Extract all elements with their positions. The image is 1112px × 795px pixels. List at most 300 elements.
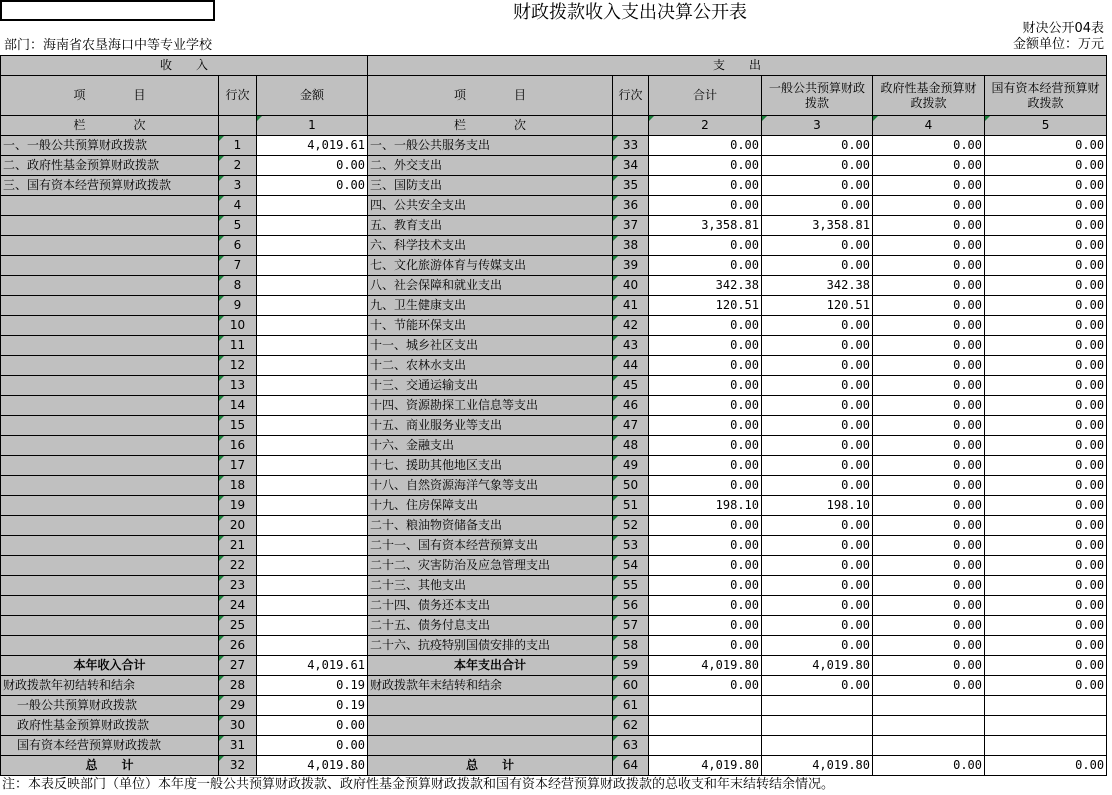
income-item-cell[interactable]: 财政拨款年初结转和结余 bbox=[1, 676, 219, 696]
total-cell[interactable]: 0.00 bbox=[649, 636, 762, 656]
gov-fund-cell[interactable]: 0.00 bbox=[873, 596, 985, 616]
expense-rowno-cell[interactable]: 60 bbox=[613, 676, 649, 696]
expense-item-cell[interactable]: 总 计 bbox=[368, 756, 613, 776]
expense-rowno-cell[interactable]: 46 bbox=[613, 396, 649, 416]
gov-fund-cell[interactable]: 0.00 bbox=[873, 436, 985, 456]
income-amount-cell[interactable] bbox=[257, 596, 368, 616]
gov-fund-cell[interactable]: 0.00 bbox=[873, 536, 985, 556]
income-item-cell[interactable]: 三、国有资本经营预算财政拨款 bbox=[1, 176, 219, 196]
income-amount-cell[interactable] bbox=[257, 276, 368, 296]
general-cell[interactable]: 0.00 bbox=[762, 336, 873, 356]
general-cell[interactable]: 0.00 bbox=[762, 596, 873, 616]
income-amount-cell[interactable] bbox=[257, 556, 368, 576]
income-amount-cell[interactable]: 4,019.61 bbox=[257, 136, 368, 156]
gov-fund-cell[interactable]: 0.00 bbox=[873, 556, 985, 576]
income-amount-cell[interactable] bbox=[257, 396, 368, 416]
expense-rowno-cell[interactable]: 61 bbox=[613, 696, 649, 716]
income-item-cell[interactable] bbox=[1, 456, 219, 476]
income-rowno-cell[interactable]: 31 bbox=[219, 736, 257, 756]
expense-item-cell[interactable]: 六、科学技术支出 bbox=[368, 236, 613, 256]
gov-fund-cell[interactable]: 0.00 bbox=[873, 476, 985, 496]
general-cell[interactable]: 120.51 bbox=[762, 296, 873, 316]
soe-cell[interactable]: 0.00 bbox=[985, 436, 1107, 456]
total-cell[interactable]: 0.00 bbox=[649, 256, 762, 276]
general-cell[interactable]: 0.00 bbox=[762, 556, 873, 576]
gov-fund-cell[interactable]: 0.00 bbox=[873, 176, 985, 196]
expense-rowno-cell[interactable]: 39 bbox=[613, 256, 649, 276]
income-item-cell[interactable] bbox=[1, 496, 219, 516]
soe-cell[interactable] bbox=[985, 696, 1107, 716]
income-item-cell[interactable] bbox=[1, 556, 219, 576]
soe-cell[interactable]: 0.00 bbox=[985, 156, 1107, 176]
expense-rowno-cell[interactable]: 56 bbox=[613, 596, 649, 616]
income-amount-cell[interactable] bbox=[257, 216, 368, 236]
income-amount-cell[interactable] bbox=[257, 316, 368, 336]
expense-rowno-cell[interactable]: 38 bbox=[613, 236, 649, 256]
soe-cell[interactable] bbox=[985, 716, 1107, 736]
general-cell[interactable]: 0.00 bbox=[762, 196, 873, 216]
income-rowno-cell[interactable]: 22 bbox=[219, 556, 257, 576]
income-rowno-cell[interactable]: 27 bbox=[219, 656, 257, 676]
gov-fund-cell[interactable]: 0.00 bbox=[873, 396, 985, 416]
expense-rowno-header: 行次 bbox=[613, 76, 649, 116]
general-cell[interactable]: 0.00 bbox=[762, 676, 873, 696]
income-rowno-cell[interactable]: 32 bbox=[219, 756, 257, 776]
income-amount-cell[interactable]: 0.19 bbox=[257, 696, 368, 716]
income-item-cell[interactable]: 一般公共预算财政拨款 bbox=[1, 696, 219, 716]
income-rowno-cell[interactable]: 25 bbox=[219, 616, 257, 636]
income-amount-cell[interactable]: 0.00 bbox=[257, 156, 368, 176]
expense-item-cell[interactable]: 七、文化旅游体育与传媒支出 bbox=[368, 256, 613, 276]
income-rowno-cell[interactable]: 7 bbox=[219, 256, 257, 276]
soe-cell[interactable]: 0.00 bbox=[985, 676, 1107, 696]
general-cell[interactable]: 4,019.80 bbox=[762, 656, 873, 676]
income-rowno-cell[interactable]: 15 bbox=[219, 416, 257, 436]
total-cell[interactable]: 0.00 bbox=[649, 416, 762, 436]
income-rowno-cell[interactable]: 18 bbox=[219, 476, 257, 496]
expense-rowno-cell[interactable]: 55 bbox=[613, 576, 649, 596]
total-cell[interactable]: 0.00 bbox=[649, 136, 762, 156]
total-cell[interactable]: 0.00 bbox=[649, 376, 762, 396]
expense-rowno-cell[interactable]: 34 bbox=[613, 156, 649, 176]
expense-rowno-cell[interactable]: 36 bbox=[613, 196, 649, 216]
income-item-cell[interactable] bbox=[1, 536, 219, 556]
income-rowno-cell[interactable]: 5 bbox=[219, 216, 257, 236]
name-box[interactable] bbox=[0, 0, 215, 21]
expense-item-cell[interactable]: 一、一般公共服务支出 bbox=[368, 136, 613, 156]
general-cell[interactable]: 198.10 bbox=[762, 496, 873, 516]
table-row bbox=[1, 496, 1107, 516]
expense-item-cell[interactable]: 十七、援助其他地区支出 bbox=[368, 456, 613, 476]
expense-rowno-cell[interactable]: 62 bbox=[613, 716, 649, 736]
income-amount-cell[interactable]: 0.00 bbox=[257, 176, 368, 196]
income-amount-cell[interactable]: 4,019.80 bbox=[257, 756, 368, 776]
soe-cell[interactable]: 0.00 bbox=[985, 236, 1107, 256]
total-cell[interactable]: 0.00 bbox=[649, 436, 762, 456]
expense-item-cell[interactable]: 二、外交支出 bbox=[368, 156, 613, 176]
table-row bbox=[1, 576, 1107, 596]
soe-cell[interactable]: 0.00 bbox=[985, 356, 1107, 376]
total-cell[interactable] bbox=[649, 716, 762, 736]
income-rowno-cell[interactable]: 12 bbox=[219, 356, 257, 376]
table-row bbox=[1, 556, 1107, 576]
income-item-cell[interactable] bbox=[1, 296, 219, 316]
gov-fund-cell[interactable]: 0.00 bbox=[873, 136, 985, 156]
soe-cell[interactable]: 0.00 bbox=[985, 196, 1107, 216]
expense-rowno-cell[interactable]: 41 bbox=[613, 296, 649, 316]
expense-rowno-cell[interactable]: 58 bbox=[613, 636, 649, 656]
income-amount-cell[interactable] bbox=[257, 336, 368, 356]
general-cell[interactable]: 4,019.80 bbox=[762, 756, 873, 776]
income-rowno-header: 行次 bbox=[219, 76, 257, 116]
general-cell[interactable]: 0.00 bbox=[762, 476, 873, 496]
expense-item-cell[interactable]: 十三、交通运输支出 bbox=[368, 376, 613, 396]
expense-item-cell[interactable]: 八、社会保障和就业支出 bbox=[368, 276, 613, 296]
income-item-cell[interactable]: 一、一般公共预算财政拨款 bbox=[1, 136, 219, 156]
income-rowno-cell[interactable]: 8 bbox=[219, 276, 257, 296]
expense-rowno-cell[interactable]: 49 bbox=[613, 456, 649, 476]
income-item-cell[interactable] bbox=[1, 316, 219, 336]
income-item-cell[interactable] bbox=[1, 476, 219, 496]
general-cell[interactable]: 0.00 bbox=[762, 436, 873, 456]
expense-rowno-cell[interactable]: 57 bbox=[613, 616, 649, 636]
general-cell[interactable]: 342.38 bbox=[762, 276, 873, 296]
soe-cell[interactable]: 0.00 bbox=[985, 416, 1107, 436]
income-item-cell[interactable]: 政府性基金预算财政拨款 bbox=[1, 716, 219, 736]
income-item-cell[interactable]: 总 计 bbox=[1, 756, 219, 776]
expense-rowno-cell[interactable]: 45 bbox=[613, 376, 649, 396]
total-cell[interactable]: 3,358.81 bbox=[649, 216, 762, 236]
gov-fund-cell[interactable]: 0.00 bbox=[873, 656, 985, 676]
income-item-cell[interactable] bbox=[1, 436, 219, 456]
soe-cell[interactable]: 0.00 bbox=[985, 756, 1107, 776]
expense-item-cell[interactable]: 十九、住房保障支出 bbox=[368, 496, 613, 516]
income-item-cell[interactable]: 国有资本经营预算财政拨款 bbox=[1, 736, 219, 756]
expense-rowno-cell[interactable]: 47 bbox=[613, 416, 649, 436]
general-cell[interactable]: 0.00 bbox=[762, 156, 873, 176]
soe-cell[interactable] bbox=[985, 736, 1107, 756]
income-amount-cell[interactable]: 0.00 bbox=[257, 736, 368, 756]
total-cell[interactable] bbox=[649, 696, 762, 716]
total-cell[interactable]: 0.00 bbox=[649, 476, 762, 496]
expense-rowno-cell[interactable]: 48 bbox=[613, 436, 649, 456]
general-cell[interactable]: 0.00 bbox=[762, 576, 873, 596]
total-cell[interactable]: 0.00 bbox=[649, 176, 762, 196]
general-cell[interactable]: 0.00 bbox=[762, 536, 873, 556]
soe-cell[interactable]: 0.00 bbox=[985, 556, 1107, 576]
gov-fund-cell[interactable]: 0.00 bbox=[873, 636, 985, 656]
income-item-cell[interactable] bbox=[1, 596, 219, 616]
income-rowno-cell[interactable]: 14 bbox=[219, 396, 257, 416]
general-cell[interactable]: 0.00 bbox=[762, 516, 873, 536]
gov-fund-cell[interactable]: 0.00 bbox=[873, 276, 985, 296]
total-cell[interactable]: 0.00 bbox=[649, 236, 762, 256]
general-cell[interactable]: 0.00 bbox=[762, 456, 873, 476]
general-cell[interactable] bbox=[762, 716, 873, 736]
expense-item-cell[interactable]: 十、节能环保支出 bbox=[368, 316, 613, 336]
table-row bbox=[1, 616, 1107, 636]
income-amount-cell[interactable] bbox=[257, 496, 368, 516]
gov-fund-cell[interactable]: 0.00 bbox=[873, 236, 985, 256]
income-rowno-cell[interactable]: 4 bbox=[219, 196, 257, 216]
soe-cell[interactable]: 0.00 bbox=[985, 596, 1107, 616]
general-cell[interactable] bbox=[762, 696, 873, 716]
soe-cell[interactable]: 0.00 bbox=[985, 176, 1107, 196]
gov-fund-cell[interactable]: 0.00 bbox=[873, 376, 985, 396]
general-cell[interactable]: 0.00 bbox=[762, 176, 873, 196]
expense-item-cell[interactable]: 本年支出合计 bbox=[368, 656, 613, 676]
soe-cell[interactable]: 0.00 bbox=[985, 616, 1107, 636]
expense-item-cell[interactable]: 二十二、灾害防治及应急管理支出 bbox=[368, 556, 613, 576]
expense-rowno-cell[interactable]: 51 bbox=[613, 496, 649, 516]
income-rowno-cell[interactable]: 2 bbox=[219, 156, 257, 176]
general-cell[interactable]: 0.00 bbox=[762, 376, 873, 396]
expense-item-cell[interactable]: 二十四、债务还本支出 bbox=[368, 596, 613, 616]
soe-cell[interactable]: 0.00 bbox=[985, 456, 1107, 476]
income-item-cell[interactable] bbox=[1, 276, 219, 296]
general-cell[interactable]: 0.00 bbox=[762, 356, 873, 376]
soe-cell[interactable]: 0.00 bbox=[985, 136, 1107, 156]
income-amount-cell[interactable] bbox=[257, 196, 368, 216]
income-amount-cell[interactable] bbox=[257, 256, 368, 276]
total-cell[interactable]: 0.00 bbox=[649, 536, 762, 556]
income-rowno-cell[interactable]: 19 bbox=[219, 496, 257, 516]
income-amount-cell[interactable] bbox=[257, 456, 368, 476]
income-item-cell[interactable] bbox=[1, 376, 219, 396]
income-item-cell[interactable] bbox=[1, 196, 219, 216]
expense-rowno-cell[interactable]: 40 bbox=[613, 276, 649, 296]
total-cell[interactable]: 0.00 bbox=[649, 336, 762, 356]
expense-item-cell[interactable]: 二十一、国有资本经营预算支出 bbox=[368, 536, 613, 556]
gov-fund-cell[interactable]: 0.00 bbox=[873, 356, 985, 376]
income-amount-cell[interactable] bbox=[257, 636, 368, 656]
income-rowno-cell[interactable]: 10 bbox=[219, 316, 257, 336]
income-amount-cell[interactable] bbox=[257, 536, 368, 556]
income-amount-cell[interactable] bbox=[257, 356, 368, 376]
expense-rowno-cell[interactable]: 43 bbox=[613, 336, 649, 356]
gov-fund-cell[interactable]: 0.00 bbox=[873, 676, 985, 696]
income-item-cell[interactable] bbox=[1, 256, 219, 276]
expense-item-cell[interactable]: 二十五、债务付息支出 bbox=[368, 616, 613, 636]
income-item-cell[interactable] bbox=[1, 216, 219, 236]
soe-cell[interactable]: 0.00 bbox=[985, 536, 1107, 556]
general-cell[interactable]: 0.00 bbox=[762, 396, 873, 416]
general-cell[interactable]: 0.00 bbox=[762, 616, 873, 636]
expense-item-cell[interactable]: 十六、金融支出 bbox=[368, 436, 613, 456]
expense-item-cell[interactable]: 四、公共安全支出 bbox=[368, 196, 613, 216]
expense-rowno-cell[interactable]: 59 bbox=[613, 656, 649, 676]
general-cell[interactable]: 3,358.81 bbox=[762, 216, 873, 236]
income-amount-cell[interactable] bbox=[257, 476, 368, 496]
gov-fund-cell[interactable]: 0.00 bbox=[873, 296, 985, 316]
table-row bbox=[1, 396, 1107, 416]
income-amount-cell[interactable]: 0.19 bbox=[257, 676, 368, 696]
gov-fund-cell[interactable]: 0.00 bbox=[873, 216, 985, 236]
gov-fund-cell[interactable]: 0.00 bbox=[873, 456, 985, 476]
soe-cell[interactable]: 0.00 bbox=[985, 376, 1107, 396]
expense-rowno-cell[interactable]: 33 bbox=[613, 136, 649, 156]
total-cell[interactable]: 0.00 bbox=[649, 616, 762, 636]
gov-fund-cell[interactable]: 0.00 bbox=[873, 756, 985, 776]
total-cell[interactable]: 0.00 bbox=[649, 516, 762, 536]
total-cell[interactable]: 0.00 bbox=[649, 556, 762, 576]
income-rowno-cell[interactable]: 20 bbox=[219, 516, 257, 536]
income-rowno-cell[interactable]: 26 bbox=[219, 636, 257, 656]
gov-fund-cell[interactable] bbox=[873, 736, 985, 756]
soe-cell[interactable]: 0.00 bbox=[985, 476, 1107, 496]
income-amount-cell[interactable] bbox=[257, 376, 368, 396]
income-item-cell[interactable] bbox=[1, 616, 219, 636]
general-cell[interactable]: 0.00 bbox=[762, 416, 873, 436]
total-cell[interactable]: 4,019.80 bbox=[649, 656, 762, 676]
income-amount-cell[interactable] bbox=[257, 616, 368, 636]
income-item-header: 项 目 bbox=[1, 76, 219, 116]
income-rowno-cell[interactable]: 3 bbox=[219, 176, 257, 196]
income-rowno-cell[interactable]: 9 bbox=[219, 296, 257, 316]
income-amount-cell[interactable] bbox=[257, 576, 368, 596]
soe-cell[interactable]: 0.00 bbox=[985, 276, 1107, 296]
total-cell[interactable]: 0.00 bbox=[649, 196, 762, 216]
income-item-cell[interactable]: 本年收入合计 bbox=[1, 656, 219, 676]
income-rowno-cell[interactable]: 23 bbox=[219, 576, 257, 596]
gov-fund-cell[interactable] bbox=[873, 716, 985, 736]
soe-cell[interactable]: 0.00 bbox=[985, 336, 1107, 356]
expense-item-cell[interactable]: 三、国防支出 bbox=[368, 176, 613, 196]
income-amount-cell[interactable]: 4,019.61 bbox=[257, 656, 368, 676]
total-cell[interactable]: 4,019.80 bbox=[649, 756, 762, 776]
expense-item-cell[interactable]: 十一、城乡社区支出 bbox=[368, 336, 613, 356]
expense-rowno-cell[interactable]: 53 bbox=[613, 536, 649, 556]
expense-item-cell[interactable] bbox=[368, 716, 613, 736]
expense-rowno-cell[interactable]: 52 bbox=[613, 516, 649, 536]
income-item-cell[interactable] bbox=[1, 396, 219, 416]
expense-item-cell[interactable]: 五、教育支出 bbox=[368, 216, 613, 236]
income-rowno-cell[interactable]: 30 bbox=[219, 716, 257, 736]
expense-rowno-cell[interactable]: 37 bbox=[613, 216, 649, 236]
general-cell[interactable]: 0.00 bbox=[762, 136, 873, 156]
expense-item-cell[interactable]: 财政拨款年末结转和结余 bbox=[368, 676, 613, 696]
expense-item-cell[interactable]: 十二、农林水支出 bbox=[368, 356, 613, 376]
expense-item-cell[interactable]: 二十、粮油物资储备支出 bbox=[368, 516, 613, 536]
income-item-cell[interactable] bbox=[1, 576, 219, 596]
income-amount-cell[interactable]: 0.00 bbox=[257, 716, 368, 736]
total-cell[interactable]: 0.00 bbox=[649, 356, 762, 376]
soe-cell[interactable]: 0.00 bbox=[985, 496, 1107, 516]
income-item-cell[interactable] bbox=[1, 356, 219, 376]
expense-item-cell[interactable]: 十四、资源勘探工业信息等支出 bbox=[368, 396, 613, 416]
total-cell[interactable]: 0.00 bbox=[649, 316, 762, 336]
gov-fund-cell[interactable]: 0.00 bbox=[873, 256, 985, 276]
gov-fund-cell[interactable]: 0.00 bbox=[873, 416, 985, 436]
income-rowno-cell[interactable]: 21 bbox=[219, 536, 257, 556]
soe-cell[interactable]: 0.00 bbox=[985, 396, 1107, 416]
expense-rowno-cell[interactable]: 35 bbox=[613, 176, 649, 196]
expense-rowno-cell[interactable]: 44 bbox=[613, 356, 649, 376]
soe-cell[interactable]: 0.00 bbox=[985, 636, 1107, 656]
gov-fund-cell[interactable]: 0.00 bbox=[873, 496, 985, 516]
expense-rowno-cell[interactable]: 42 bbox=[613, 316, 649, 336]
table-row bbox=[1, 156, 1107, 176]
total-cell[interactable]: 0.00 bbox=[649, 676, 762, 696]
soe-cell[interactable]: 0.00 bbox=[985, 656, 1107, 676]
total-cell[interactable]: 0.00 bbox=[649, 576, 762, 596]
income-rowno-cell[interactable]: 17 bbox=[219, 456, 257, 476]
total-cell[interactable]: 0.00 bbox=[649, 456, 762, 476]
general-cell[interactable]: 0.00 bbox=[762, 256, 873, 276]
income-item-cell[interactable] bbox=[1, 336, 219, 356]
income-amount-cell[interactable] bbox=[257, 296, 368, 316]
income-rowno-cell[interactable]: 1 bbox=[219, 136, 257, 156]
expense-item-cell[interactable]: 二十三、其他支出 bbox=[368, 576, 613, 596]
gov-fund-cell[interactable]: 0.00 bbox=[873, 156, 985, 176]
gov-fund-cell[interactable] bbox=[873, 696, 985, 716]
income-amount-cell[interactable] bbox=[257, 436, 368, 456]
income-item-cell[interactable] bbox=[1, 236, 219, 256]
income-item-cell[interactable] bbox=[1, 416, 219, 436]
gov-fund-cell[interactable]: 0.00 bbox=[873, 196, 985, 216]
soe-cell[interactable]: 0.00 bbox=[985, 516, 1107, 536]
total-cell[interactable]: 120.51 bbox=[649, 296, 762, 316]
income-amount-cell[interactable] bbox=[257, 236, 368, 256]
income-rowno-cell[interactable]: 28 bbox=[219, 676, 257, 696]
soe-cell[interactable]: 0.00 bbox=[985, 256, 1107, 276]
total-cell[interactable]: 0.00 bbox=[649, 596, 762, 616]
table-row bbox=[1, 676, 1107, 696]
income-rowno-cell[interactable]: 29 bbox=[219, 696, 257, 716]
soe-cell[interactable]: 0.00 bbox=[985, 316, 1107, 336]
general-cell[interactable] bbox=[762, 736, 873, 756]
total-cell[interactable]: 0.00 bbox=[649, 396, 762, 416]
total-cell[interactable]: 0.00 bbox=[649, 156, 762, 176]
soe-cell[interactable]: 0.00 bbox=[985, 296, 1107, 316]
total-cell[interactable] bbox=[649, 736, 762, 756]
general-cell[interactable]: 0.00 bbox=[762, 316, 873, 336]
table-row bbox=[1, 356, 1107, 376]
general-cell[interactable]: 0.00 bbox=[762, 236, 873, 256]
soe-cell[interactable]: 0.00 bbox=[985, 576, 1107, 596]
expense-item-cell[interactable] bbox=[368, 736, 613, 756]
total-cell[interactable]: 198.10 bbox=[649, 496, 762, 516]
expense-rowno-cell[interactable]: 63 bbox=[613, 736, 649, 756]
income-rowno-cell[interactable]: 24 bbox=[219, 596, 257, 616]
expense-item-cell[interactable] bbox=[368, 696, 613, 716]
total-cell[interactable]: 342.38 bbox=[649, 276, 762, 296]
income-item-cell[interactable] bbox=[1, 516, 219, 536]
income-rowno-cell[interactable]: 6 bbox=[219, 236, 257, 256]
soe-cell[interactable]: 0.00 bbox=[985, 216, 1107, 236]
income-amount-cell[interactable] bbox=[257, 416, 368, 436]
income-item-cell[interactable]: 二、政府性基金预算财政拨款 bbox=[1, 156, 219, 176]
general-cell[interactable]: 0.00 bbox=[762, 636, 873, 656]
gov-fund-cell[interactable]: 0.00 bbox=[873, 576, 985, 596]
gov-fund-cell[interactable]: 0.00 bbox=[873, 316, 985, 336]
expense-rowno-cell[interactable]: 54 bbox=[613, 556, 649, 576]
gov-fund-cell[interactable]: 0.00 bbox=[873, 616, 985, 636]
income-rowno-cell[interactable]: 13 bbox=[219, 376, 257, 396]
expense-item-cell[interactable]: 二十六、抗疫特别国债安排的支出 bbox=[368, 636, 613, 656]
gov-fund-cell[interactable]: 0.00 bbox=[873, 516, 985, 536]
gov-fund-cell[interactable]: 0.00 bbox=[873, 336, 985, 356]
expense-item-cell[interactable]: 十八、自然资源海洋气象等支出 bbox=[368, 476, 613, 496]
expense-rowno-cell[interactable]: 64 bbox=[613, 756, 649, 776]
income-amount-cell[interactable] bbox=[257, 516, 368, 536]
expense-item-cell[interactable]: 九、卫生健康支出 bbox=[368, 296, 613, 316]
expense-item-cell[interactable]: 十五、商业服务业等支出 bbox=[368, 416, 613, 436]
income-item-cell[interactable] bbox=[1, 636, 219, 656]
income-rowno-cell[interactable]: 16 bbox=[219, 436, 257, 456]
expense-rowno-cell[interactable]: 50 bbox=[613, 476, 649, 496]
income-rowno-cell[interactable]: 11 bbox=[219, 336, 257, 356]
